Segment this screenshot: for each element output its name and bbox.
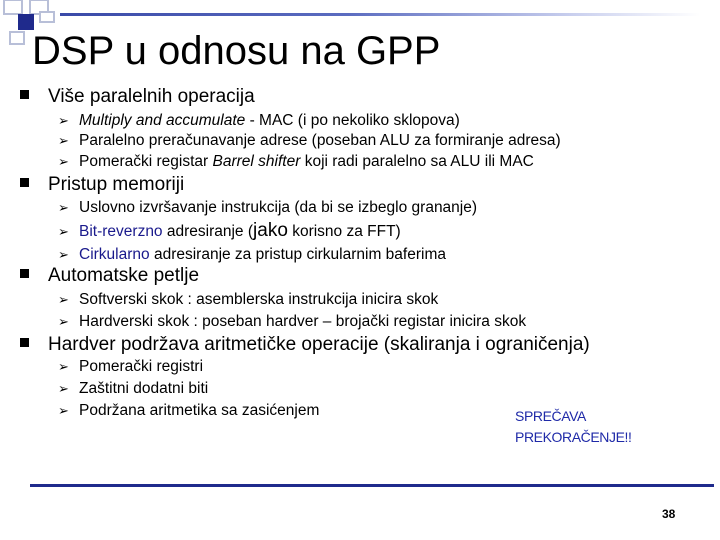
sub-item-text: korisno za FFT)	[287, 223, 401, 240]
sub-item-text: Podržana aritmetika sa zasićenjem	[79, 402, 320, 419]
note-line-1: SPREČAVA	[515, 408, 586, 424]
bullet-auto-loops	[20, 265, 199, 287]
sub-item-software-jump	[58, 290, 438, 309]
sub-item-text: Pomerački registar	[79, 153, 213, 170]
arrow-bullet-icon: ➢	[58, 292, 69, 307]
bullet-text: Više paralelnih operacija	[48, 86, 255, 107]
page-number: 38	[662, 507, 676, 521]
bullet-text: Automatske petlje	[48, 265, 200, 286]
bullet-parallel-ops	[20, 86, 255, 108]
sub-item-circular	[58, 245, 446, 264]
square-bullet-icon	[20, 269, 29, 278]
sub-item-text: adresiranje (	[162, 223, 254, 240]
sub-item-text: - MAC (i po nekoliko sklopova)	[245, 112, 460, 129]
arrow-bullet-icon: ➢	[58, 403, 69, 418]
arrow-bullet-icon: ➢	[58, 247, 69, 262]
sub-item-bit-reverse	[58, 221, 401, 241]
sub-item-text: Paralelno preračunavanje adrese (poseban ALU za formiranje adresa)	[79, 132, 561, 149]
sub-item-keyword: Bit-reverzno	[79, 223, 163, 240]
sub-item-emphasis: jako	[253, 220, 288, 241]
arrow-bullet-icon: ➢	[58, 314, 69, 329]
overflow-note	[515, 406, 632, 448]
bullet-text: Pristup memoriji	[48, 174, 185, 195]
sub-item-address-alu	[58, 131, 561, 150]
sub-item-shift-registers	[58, 357, 203, 376]
bullet-memory-access	[20, 174, 184, 196]
sub-item-saturation	[58, 401, 319, 420]
sub-item-text: Softverski skok : asemblerska instrukcija inicira skok	[79, 291, 439, 308]
arrow-bullet-icon: ➢	[58, 200, 69, 215]
top-rule	[60, 13, 700, 16]
note-line-2: PREKORAČENJE!!	[515, 429, 632, 445]
sub-item-barrel-shifter	[58, 152, 534, 171]
sub-item-guard-bits	[58, 379, 208, 398]
square-bullet-icon	[20, 90, 29, 99]
bullet-text: Hardver podržava aritmetičke operacije (skaliranja i ograničenja)	[48, 334, 590, 355]
slide-title: DSP u odnosu na GPP	[32, 29, 441, 73]
square-bullet-icon	[20, 178, 29, 187]
arrow-bullet-icon: ➢	[58, 359, 69, 374]
square-bullet-icon	[20, 338, 29, 347]
sub-item-keyword: Cirkularno	[79, 246, 150, 263]
sub-item-text: adresiranje za pristup cirkularnim baferima	[149, 246, 446, 263]
sub-item-mac	[58, 111, 460, 130]
sub-item-text-italic: Multiply and accumulate	[79, 112, 246, 129]
sub-item-text: Uslovno izvršavanje instrukcija (da bi se izbeglo grananje)	[79, 199, 478, 216]
sub-item-hardware-jump	[58, 312, 526, 331]
arrow-bullet-icon: ➢	[58, 154, 69, 169]
arrow-bullet-icon: ➢	[58, 133, 69, 148]
sub-item-text: Zaštitni dodatni biti	[79, 380, 209, 397]
sub-item-conditional-exec	[58, 198, 477, 217]
sub-item-text: Hardverski skok : poseban hardver – brojački registar inicira skok	[79, 313, 527, 330]
bullet-hw-arithmetic	[20, 334, 590, 356]
sub-item-text-italic: Barrel shifter	[212, 153, 301, 170]
bottom-rule	[30, 484, 714, 487]
sub-item-text: koji radi paralelno sa ALU ili MAC	[300, 153, 534, 170]
arrow-bullet-icon: ➢	[58, 224, 69, 239]
arrow-bullet-icon: ➢	[58, 113, 69, 128]
sub-item-text: Pomerački registri	[79, 358, 204, 375]
arrow-bullet-icon: ➢	[58, 381, 69, 396]
